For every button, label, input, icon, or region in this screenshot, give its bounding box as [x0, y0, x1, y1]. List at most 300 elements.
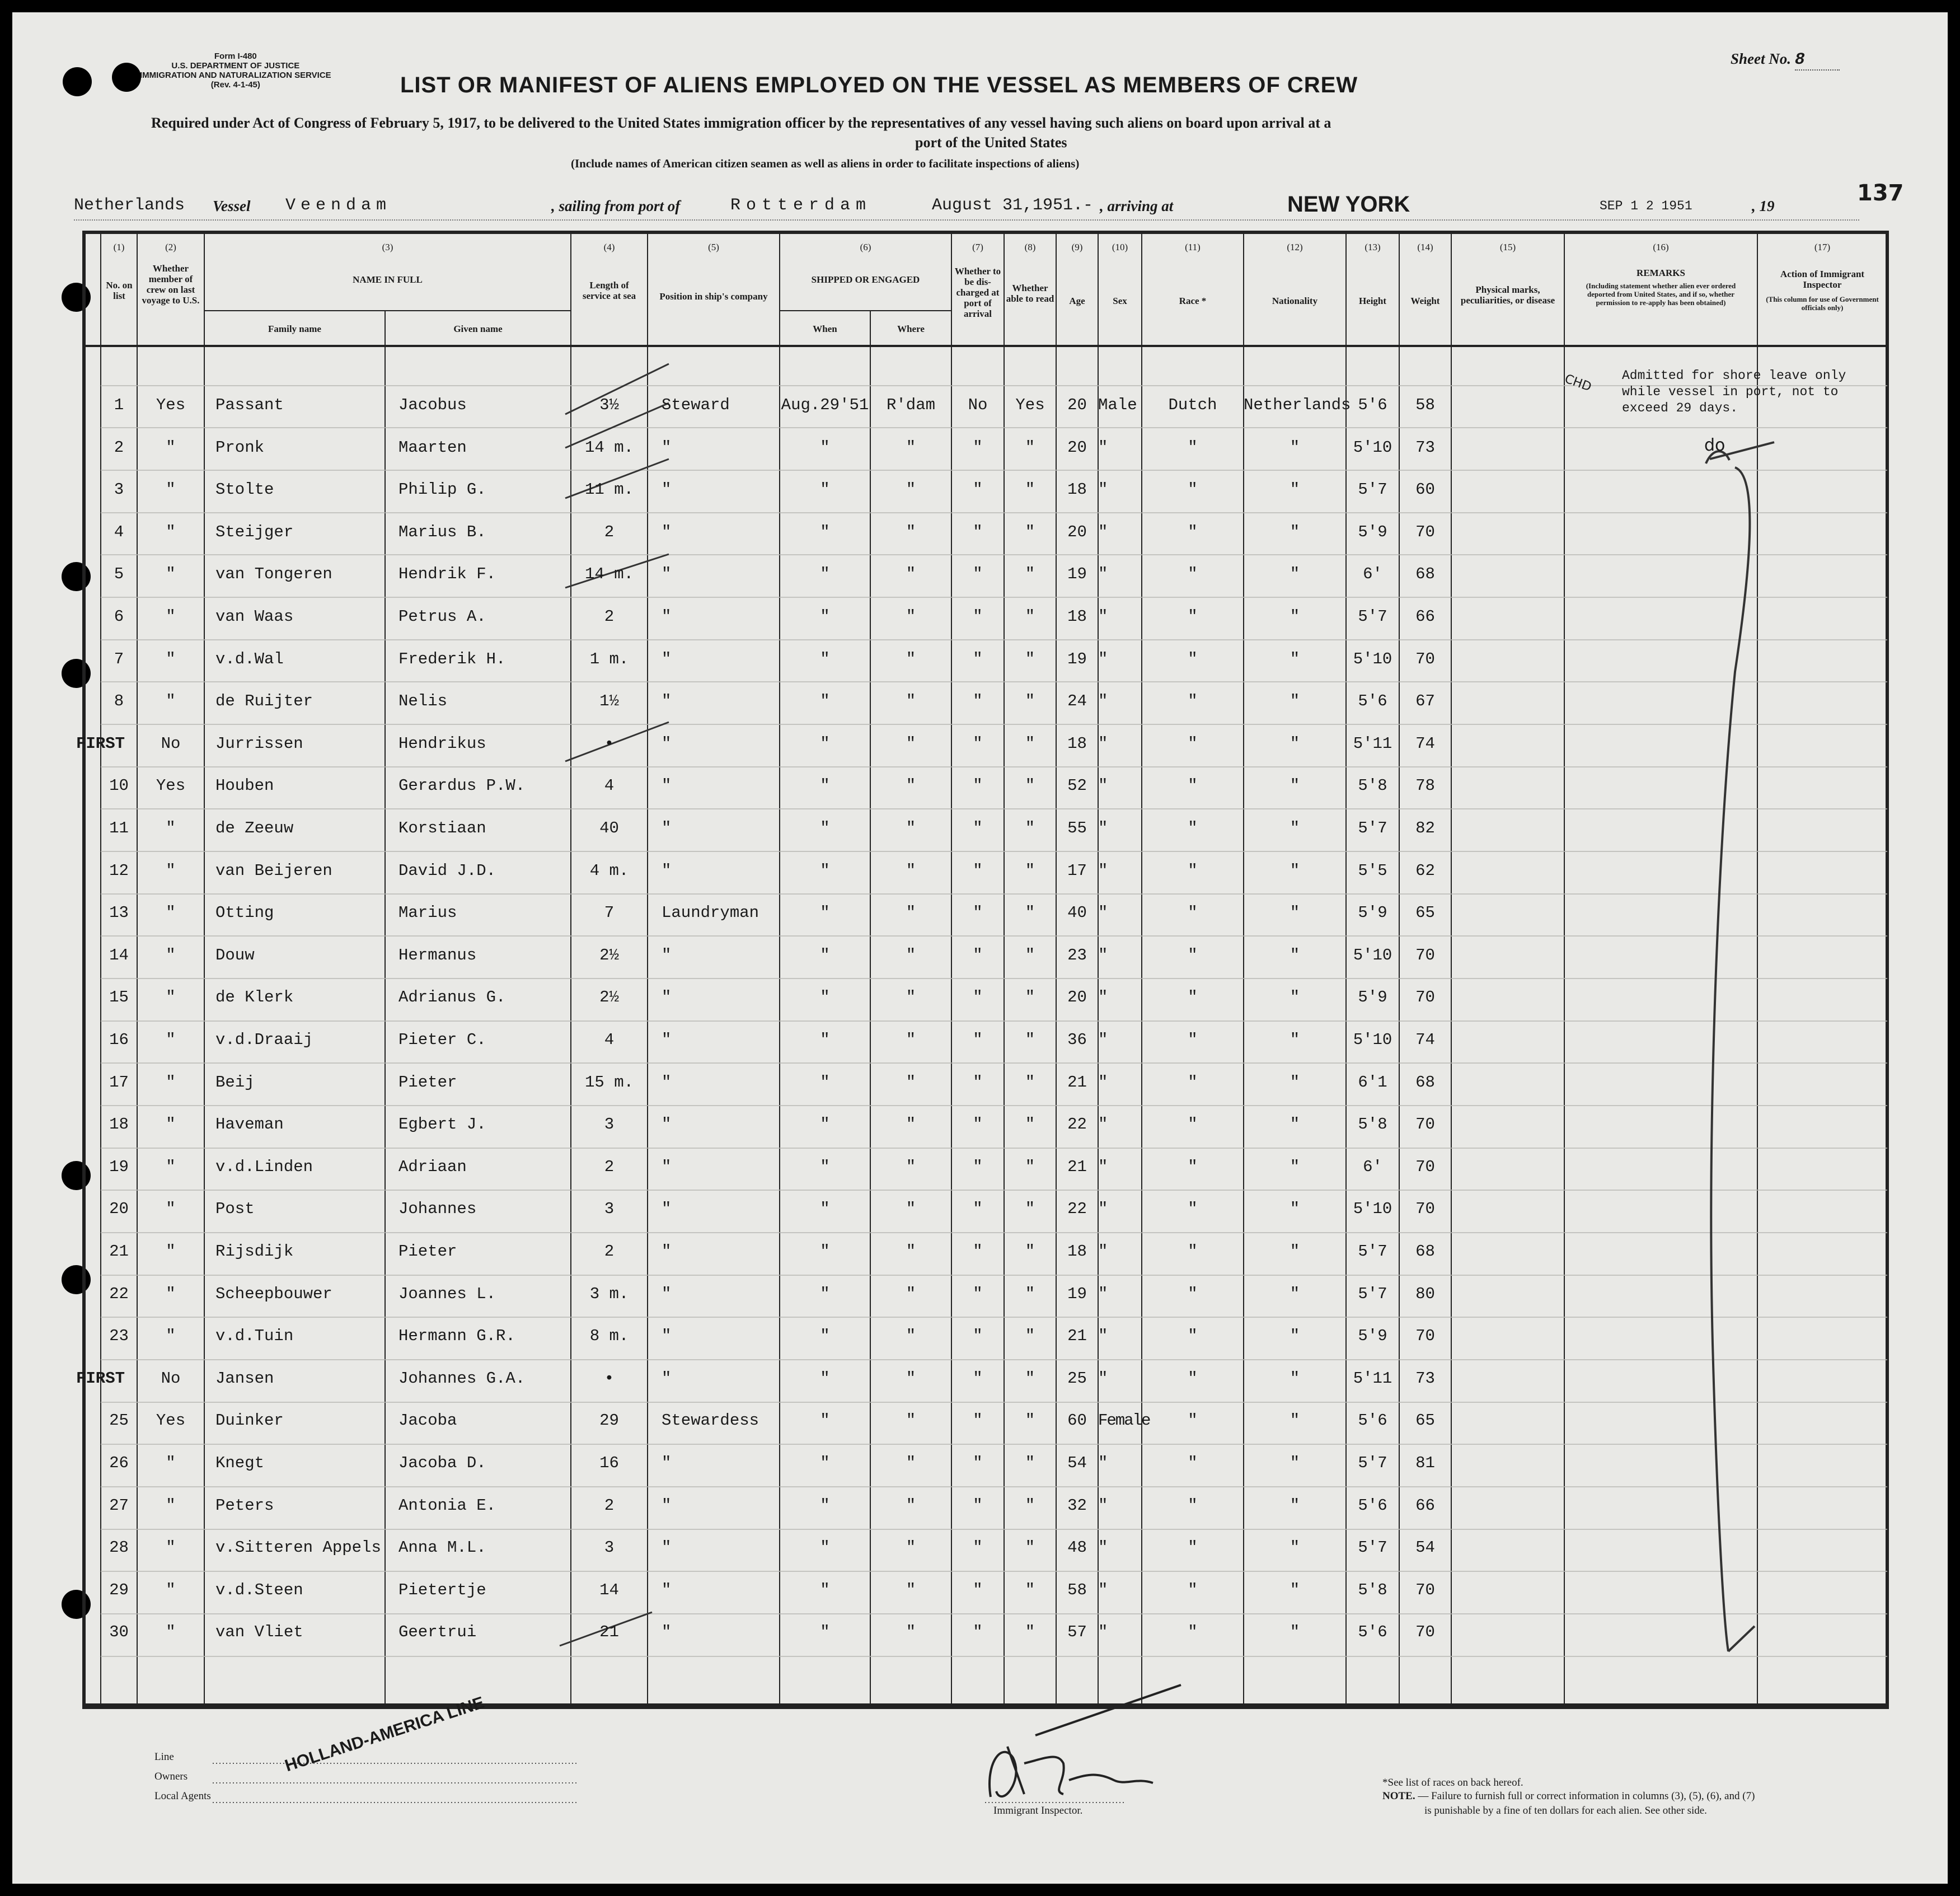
cell-position: " — [662, 1369, 672, 1388]
cell-sex: " — [1098, 522, 1108, 541]
cell-race: " — [1188, 565, 1198, 584]
cell-no: 17 — [109, 1073, 129, 1092]
cell-service: 1½ — [599, 692, 619, 711]
cell-weight: 66 — [1415, 607, 1435, 626]
cell-race: " — [1188, 1157, 1198, 1176]
cell-read: Yes — [1015, 396, 1045, 414]
cell-when: " — [820, 1327, 830, 1346]
cell-where: " — [906, 1496, 916, 1515]
cell-member: " — [166, 1157, 176, 1176]
cell-family: van Beijeren — [215, 861, 332, 880]
cell-height: 5'10 — [1353, 438, 1392, 457]
cell-discharged: " — [973, 1115, 983, 1134]
cell-family: Beij — [215, 1073, 255, 1092]
cell-family: Steijger — [215, 522, 294, 541]
cell-height: 5'7 — [1358, 480, 1387, 499]
cell-sex: " — [1098, 1580, 1108, 1599]
cell-no: 2 — [114, 438, 124, 457]
cell-discharged: " — [973, 1284, 983, 1303]
cell-position: " — [662, 1031, 672, 1049]
cell-discharged: " — [973, 438, 983, 457]
cell-service: 4 m. — [589, 861, 629, 880]
cell-age: 52 — [1067, 776, 1087, 795]
cell-service: 2 — [604, 1157, 615, 1176]
cell-read: " — [1025, 1200, 1035, 1219]
cell-sex: " — [1098, 1327, 1108, 1346]
cell-where: " — [906, 988, 916, 1007]
cell-age: 20 — [1067, 988, 1087, 1007]
cell-no: 29 — [109, 1580, 129, 1599]
header-remarks: REMARKS — [1637, 268, 1685, 278]
cell-family: v.d.Draaij — [215, 1031, 313, 1049]
cell-member: " — [166, 1242, 176, 1261]
header-no-on-list: No. on list — [106, 280, 133, 301]
cell-race: " — [1188, 607, 1198, 626]
cell-race: " — [1188, 1242, 1198, 1261]
cell-nationality: " — [1290, 565, 1300, 584]
cell-no: 15 — [109, 988, 129, 1007]
cell-height: 5'9 — [1358, 903, 1387, 923]
cell-height: 5'8 — [1358, 1115, 1387, 1134]
cell-discharged: No — [968, 396, 988, 414]
cell-given: Adrianus G. — [398, 988, 506, 1007]
cell-read: " — [1025, 776, 1035, 795]
cell-position: " — [662, 565, 672, 584]
cell-height: 5'7 — [1358, 1284, 1387, 1303]
header-height: Height — [1358, 296, 1387, 306]
cell-race: " — [1188, 988, 1198, 1007]
cell-nationality: " — [1290, 692, 1300, 711]
cell-where: " — [906, 1242, 916, 1261]
column-number: (6) — [860, 242, 871, 252]
cell-sex: Female — [1098, 1411, 1150, 1430]
cell-read: " — [1025, 861, 1035, 880]
header-able-to-read: Whether able to read — [1006, 283, 1054, 304]
cell-race: " — [1188, 1115, 1198, 1134]
cell-height: 5'11 — [1353, 1369, 1392, 1388]
cell-no: 19 — [109, 1157, 129, 1176]
cell-weight: 70 — [1415, 1623, 1435, 1642]
cell-position: " — [662, 861, 672, 880]
cell-age: 19 — [1067, 565, 1087, 584]
cell-family: Pronk — [215, 438, 265, 457]
cell-age: 21 — [1067, 1157, 1087, 1176]
cell-sex: " — [1098, 903, 1108, 923]
cell-read: " — [1025, 565, 1035, 584]
cell-given: Gerardus P.W. — [398, 776, 526, 795]
cell-family: v.d.Wal — [215, 649, 284, 668]
cell-service: 7 — [604, 903, 615, 923]
cell-weight: 70 — [1415, 945, 1435, 965]
cell-age: 24 — [1067, 692, 1087, 711]
cell-discharged: " — [973, 480, 983, 499]
cell-where: " — [906, 1157, 916, 1176]
cell-position: " — [662, 1073, 672, 1092]
cell-race: " — [1188, 903, 1198, 923]
cell-given: Egbert J. — [398, 1115, 486, 1134]
cell-race: " — [1188, 522, 1198, 541]
cell-no: 30 — [109, 1623, 129, 1642]
cell-position: " — [662, 692, 672, 711]
note-label: NOTE. — [1382, 1790, 1415, 1802]
cell-service: • — [604, 734, 615, 753]
cell-discharged: " — [973, 1580, 983, 1599]
cell-position: " — [662, 988, 672, 1007]
column-number: (16) — [1653, 242, 1669, 252]
column-number: (5) — [708, 242, 719, 252]
cell-when: " — [820, 607, 830, 626]
cell-race: " — [1188, 734, 1198, 753]
column-number: (9) — [1071, 242, 1083, 252]
cell-member: " — [166, 861, 176, 880]
cell-family: Jansen — [215, 1369, 274, 1388]
cell-sex: " — [1098, 649, 1108, 668]
cell-when: " — [820, 522, 830, 541]
cell-sex: " — [1098, 1200, 1108, 1219]
cell-family: Peters — [215, 1496, 274, 1515]
cell-read: " — [1025, 1284, 1035, 1303]
cell-member: Yes — [156, 1411, 186, 1430]
cell-position: " — [662, 1623, 672, 1642]
header-race: Race * — [1179, 296, 1207, 306]
cell-given: Philip G. — [398, 480, 486, 499]
cell-position: " — [662, 776, 672, 795]
cell-member: No — [161, 734, 181, 753]
cell-age: 48 — [1067, 1538, 1087, 1557]
manifest-title: LIST OR MANIFEST OF ALIENS EMPLOYED ON THE VESSEL AS MEMBERS OF CREW — [400, 73, 1358, 97]
cell-when: " — [820, 988, 830, 1007]
cell-given: Pieter — [398, 1242, 457, 1261]
cell-read: " — [1025, 988, 1035, 1007]
manifest-subtitle-note: (Include names of American citizen seamen as well as aliens in order to facilitate inspections of aliens) — [571, 157, 1080, 170]
cell-weight: 54 — [1415, 1538, 1435, 1557]
header-nationality: Nationality — [1272, 296, 1318, 306]
cell-when: " — [820, 1157, 830, 1176]
header-action: Action of Immigrant Inspector — [1780, 269, 1865, 290]
header-physical-marks: Physical marks, peculiarities, or disease — [1460, 284, 1555, 306]
cell-given: Anna M.L. — [398, 1538, 486, 1557]
cell-discharged: " — [973, 1411, 983, 1430]
cell-read: " — [1025, 1623, 1035, 1642]
cell-given: Jacobus — [398, 396, 467, 414]
cell-no: 26 — [109, 1454, 129, 1472]
cell-discharged: " — [973, 649, 983, 668]
cell-age: 20 — [1067, 396, 1087, 414]
vessel-nationality: Netherlands — [74, 196, 185, 215]
cell-member: " — [166, 1623, 176, 1642]
header-where: Where — [897, 324, 925, 334]
cell-family: Stolte — [215, 480, 274, 499]
cell-no: 3 — [114, 480, 124, 499]
cell-weight: 70 — [1415, 649, 1435, 668]
cell-weight: 70 — [1415, 988, 1435, 1007]
cell-height: 5'7 — [1358, 1242, 1387, 1261]
cell-position: " — [662, 1242, 672, 1261]
note-footnote — [1382, 1789, 1755, 1803]
form-revision: (Rev. 4-1-45) — [210, 80, 260, 90]
sheet-number: 8 — [1795, 50, 1840, 71]
service-name: IMMIGRATION AND NATURALIZATION SERVICE — [140, 71, 331, 80]
column-number: (13) — [1365, 242, 1381, 252]
cell-when: " — [820, 438, 830, 457]
cell-when: " — [820, 1200, 830, 1219]
cell-when: " — [820, 649, 830, 668]
remarks-initials: CHD — [1563, 372, 1593, 395]
cell-family: Post — [215, 1200, 255, 1219]
cell-where: " — [906, 522, 916, 541]
cell-age: 57 — [1067, 1623, 1087, 1642]
cell-discharged: " — [973, 861, 983, 880]
cell-discharged: " — [973, 1538, 983, 1557]
cell-service: 1 m. — [589, 649, 629, 668]
cell-position: " — [662, 1200, 672, 1219]
cell-sex: " — [1098, 819, 1108, 837]
cell-nationality: " — [1290, 438, 1300, 457]
cell-service: 14 — [599, 1580, 619, 1599]
header-when: When — [813, 324, 837, 334]
cell-read: " — [1025, 1073, 1035, 1092]
cell-given: Jacoba — [398, 1411, 457, 1430]
cell-position: " — [662, 1157, 672, 1176]
cell-service: 14 m. — [584, 438, 634, 457]
column-number: (7) — [972, 242, 983, 252]
cell-discharged: " — [973, 819, 983, 837]
cell-discharged: " — [973, 565, 983, 584]
cell-weight: 70 — [1415, 1327, 1435, 1346]
cell-age: 25 — [1067, 1369, 1087, 1388]
cell-position: " — [662, 1284, 672, 1303]
cell-read: " — [1025, 438, 1035, 457]
cell-age: 22 — [1067, 1115, 1087, 1134]
cell-given: Jacoba D. — [398, 1454, 486, 1472]
cell-nationality: " — [1290, 776, 1300, 795]
cell-height: 5'7 — [1358, 607, 1387, 626]
cell-member: " — [166, 522, 176, 541]
cell-discharged: " — [973, 1623, 983, 1642]
cell-family: van Tongeren — [215, 565, 332, 584]
cell-when: " — [820, 1284, 830, 1303]
cell-member: " — [166, 649, 176, 668]
cell-when: " — [820, 1115, 830, 1134]
cell-sex: " — [1098, 607, 1108, 626]
cell-height: 5'7 — [1358, 1454, 1387, 1472]
cell-nationality: " — [1290, 1115, 1300, 1134]
cell-weight: 78 — [1415, 776, 1435, 795]
cell-nationality: " — [1290, 861, 1300, 880]
cell-where: " — [906, 819, 916, 837]
cell-race: " — [1188, 1073, 1198, 1092]
cell-read: " — [1025, 649, 1035, 668]
cell-position: " — [662, 480, 672, 499]
cell-family: v.d.Linden — [215, 1157, 313, 1176]
cell-service: 16 — [599, 1454, 619, 1472]
cell-height: 5'9 — [1358, 1327, 1387, 1346]
cell-given: Joannes L. — [398, 1284, 496, 1303]
cell-age: 20 — [1067, 522, 1087, 541]
column-number: (14) — [1417, 242, 1433, 252]
cell-read: " — [1025, 1411, 1035, 1430]
cell-member: " — [166, 903, 176, 923]
cell-weight: 65 — [1415, 1411, 1435, 1430]
cell-service: 2½ — [599, 945, 619, 965]
cell-service: 4 — [604, 1031, 615, 1049]
cell-member: " — [166, 1538, 176, 1557]
cell-sex: " — [1098, 1623, 1108, 1642]
cell-sex: " — [1098, 945, 1108, 965]
cell-age: 60 — [1067, 1411, 1087, 1430]
cell-no: 7 — [114, 649, 124, 668]
cell-when: " — [820, 1411, 830, 1430]
cell-service: 2 — [604, 607, 615, 626]
cell-given: Pietertje — [398, 1580, 486, 1599]
cell-where: R'dam — [886, 396, 935, 414]
cell-member: No — [161, 1369, 181, 1388]
cell-no: 20 — [109, 1200, 129, 1219]
header-weight: Weight — [1410, 296, 1440, 306]
cell-no: 1 — [114, 396, 124, 414]
cell-discharged: " — [973, 1200, 983, 1219]
cell-where: " — [906, 1073, 916, 1092]
cell-when: " — [820, 1580, 830, 1599]
header-whether-member: Whether member of crew on last voyage to U.S. — [142, 263, 200, 306]
header-action-note: (This column for use of Government officials only) — [1766, 295, 1879, 312]
cell-when: " — [820, 480, 830, 499]
cell-given: Hendrikus — [398, 734, 486, 753]
manifest-subtitle-line1: Required under Act of Congress of February 5, 1917, to be delivered to the United States immigration officer by the representatives of any vessel having such aliens on board upon arrival at a — [151, 115, 1331, 131]
cell-nationality: " — [1290, 1538, 1300, 1557]
cell-no: 21 — [109, 1242, 129, 1261]
cell-where: " — [906, 1580, 916, 1599]
cell-position: " — [662, 1115, 672, 1134]
cell-age: 20 — [1067, 438, 1087, 457]
cell-race: " — [1188, 692, 1198, 711]
footer-line-label: Line — [154, 1751, 174, 1763]
cell-nationality: " — [1290, 1327, 1300, 1346]
immigrant-inspector-label: Immigrant Inspector. — [993, 1805, 1083, 1817]
cell-race: Dutch — [1168, 396, 1217, 414]
cell-where: " — [906, 692, 916, 711]
cell-height: 5'11 — [1353, 734, 1392, 753]
cell-nationality: " — [1290, 1411, 1300, 1430]
column-number: (8) — [1024, 242, 1036, 252]
cell-family: de Klerk — [215, 988, 294, 1007]
header-position: Position in ship's company — [659, 291, 768, 302]
cell-family: van Waas — [215, 607, 294, 626]
cell-age: 18 — [1067, 480, 1087, 499]
cell-height: 5'8 — [1358, 1580, 1387, 1599]
remarks-line-2: while vessel in port, not to — [1622, 385, 1839, 399]
cell-position: " — [662, 819, 672, 837]
cell-position: Laundryman — [662, 903, 759, 923]
cell-family: Knegt — [215, 1454, 265, 1472]
cell-when: " — [820, 776, 830, 795]
cell-read: " — [1025, 522, 1035, 541]
cell-read: " — [1025, 1538, 1035, 1557]
cell-where: " — [906, 1538, 916, 1557]
cell-family: Otting — [215, 903, 274, 923]
cell-sex: Male — [1098, 396, 1137, 414]
cell-race: " — [1188, 945, 1198, 965]
footer-agents-label: Local Agents — [154, 1790, 211, 1802]
cell-height: 5'9 — [1358, 522, 1387, 541]
cell-read: " — [1025, 1454, 1035, 1472]
cell-discharged: " — [973, 1242, 983, 1261]
cell-read: " — [1025, 1157, 1035, 1176]
cell-where: " — [906, 1327, 916, 1346]
cell-service: 21 — [599, 1623, 619, 1642]
cell-given: Maarten — [398, 438, 467, 457]
cell-sex: " — [1098, 776, 1108, 795]
cell-discharged: " — [973, 1496, 983, 1515]
cell-race: " — [1188, 1454, 1198, 1472]
cell-member: " — [166, 1200, 176, 1219]
column-number: (10) — [1112, 242, 1128, 252]
cell-where: " — [906, 1200, 916, 1219]
cell-given: Geertrui — [398, 1623, 477, 1642]
cell-weight: 70 — [1415, 522, 1435, 541]
cell-height: 5'6 — [1358, 1411, 1387, 1430]
cell-where: " — [906, 565, 916, 584]
cell-where: " — [906, 776, 916, 795]
cell-height: 5'10 — [1353, 1200, 1392, 1219]
cell-family: Jurrissen — [215, 734, 303, 753]
cell-member: Yes — [156, 776, 186, 795]
cell-age: 22 — [1067, 1200, 1087, 1219]
cell-service: 40 — [599, 819, 619, 837]
cell-discharged: " — [973, 988, 983, 1007]
cell-position: " — [662, 1496, 672, 1515]
cell-height: 5'5 — [1358, 861, 1387, 880]
cell-where: " — [906, 480, 916, 499]
cell-height: 5'9 — [1358, 988, 1387, 1007]
cell-read: " — [1025, 692, 1035, 711]
cell-given: Johannes G.A. — [398, 1369, 526, 1388]
cell-nationality: " — [1290, 607, 1300, 626]
cell-sex: " — [1098, 1369, 1108, 1388]
cell-given: Hermann G.R. — [398, 1327, 515, 1346]
cell-height: 6' — [1363, 1157, 1382, 1176]
cell-member: " — [166, 1115, 176, 1134]
cell-sex: " — [1098, 734, 1108, 753]
cell-weight: 82 — [1415, 819, 1435, 837]
cell-no: 8 — [114, 692, 124, 711]
cell-age: 32 — [1067, 1496, 1087, 1515]
cell-sex: " — [1098, 988, 1108, 1007]
cell-member: " — [166, 438, 176, 457]
header-discharged: Whether to be dis-charged at port of arrival — [954, 266, 1001, 319]
cell-weight: 67 — [1415, 692, 1435, 711]
cell-age: 21 — [1067, 1073, 1087, 1092]
cell-family: v.d.Tuin — [215, 1327, 294, 1346]
page-number: 137 — [1857, 180, 1904, 206]
cell-service: 15 m. — [584, 1073, 634, 1092]
cell-given: Johannes — [398, 1200, 477, 1219]
port-of-arrival-stamp: NEW YORK — [1287, 192, 1410, 217]
cell-height: 6' — [1363, 565, 1382, 584]
cell-height: 5'6 — [1358, 692, 1387, 711]
cell-nationality: " — [1290, 1623, 1300, 1642]
arriving-label: , arriving at — [1100, 198, 1174, 214]
cell-read: " — [1025, 1580, 1035, 1599]
cell-service: 8 m. — [589, 1327, 629, 1346]
cell-read: " — [1025, 903, 1035, 923]
cell-weight: 65 — [1415, 903, 1435, 923]
cell-service: 3 m. — [589, 1284, 629, 1303]
cell-discharged: " — [973, 1073, 983, 1092]
cell-nationality: " — [1290, 480, 1300, 499]
cell-no: 14 — [109, 945, 129, 965]
cell-given: Korstiaan — [398, 819, 486, 837]
